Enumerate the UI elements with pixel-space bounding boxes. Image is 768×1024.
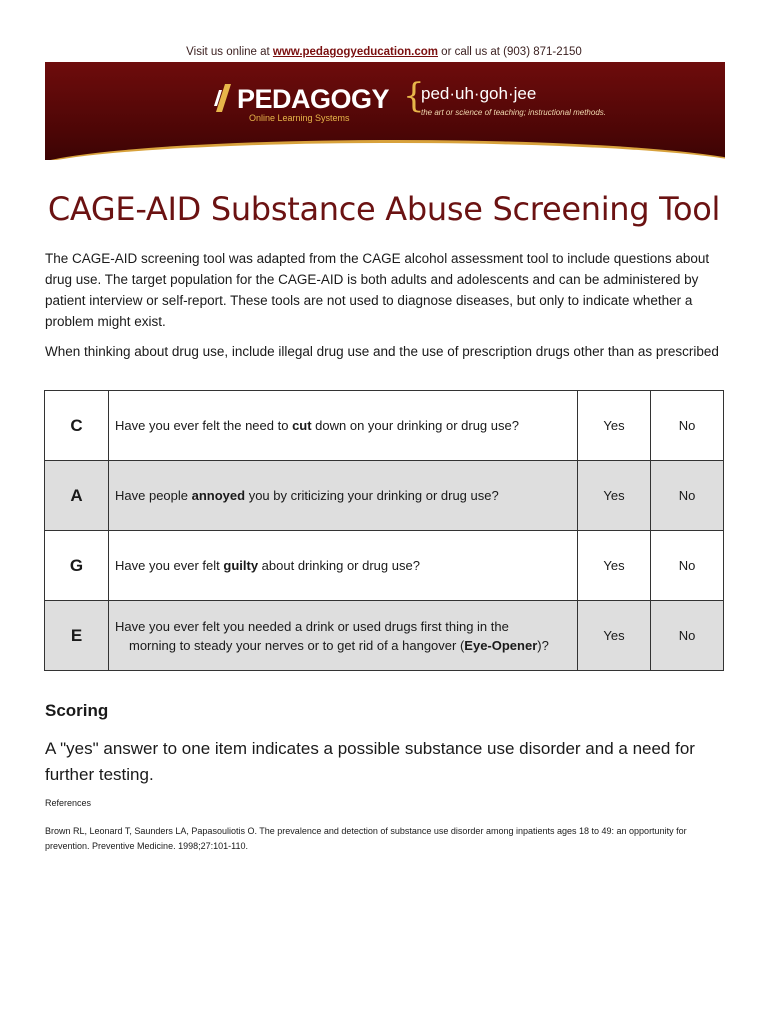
table-row (45, 601, 724, 671)
scoring-text: A "yes" answer to one item indicates a possible substance use disorder and a need for further testing. (45, 739, 695, 784)
table-row (45, 461, 724, 531)
logo-subtitle: Online Learning Systems (249, 113, 350, 123)
website-link[interactable]: www.pedagogyeducation.com (272, 46, 438, 58)
no-option[interactable]: No (651, 461, 724, 531)
definition-text: the art or science of teaching; instructional methods. (421, 108, 606, 117)
logo-brand: PEDAGOGY (237, 84, 390, 114)
table-row (45, 391, 724, 461)
pronunciation: ped·uh·goh·jee (421, 84, 537, 103)
row-letter: C (45, 391, 109, 461)
row-letter: E (45, 601, 109, 671)
header-banner (45, 62, 725, 160)
question-text: Have people annoyed you by criticizing your drinking or drug use? (109, 461, 578, 531)
scoring-heading: Scoring (45, 701, 109, 720)
question-text: Have you ever felt guilty about drinking or drug use? (109, 531, 578, 601)
table-row (45, 531, 724, 601)
brace-icon: { (403, 76, 425, 116)
page-title: CAGE-AID Substance Abuse Screening Tool (47, 190, 721, 228)
row-letter: G (45, 531, 109, 601)
row-letter: A (45, 461, 109, 531)
contact-suffix: or call us at (903) 871-2150 (437, 46, 582, 58)
intro-paragraph: The CAGE-AID screening tool was adapted from the CAGE alcohol assessment tool to include questions about drug use. The target population for the CAGE-AID is both adults and adolescents and can be administered by patient interview or self-report. These tools are not used to diagnose diseases, but only to indicate whether a problem might exist. (45, 251, 710, 329)
question-text: Have you ever felt you needed a drink or used drugs first thing in the morning to steady your nerves or to get rid of a hangover (Eye-Opener)? (109, 601, 578, 671)
yes-option[interactable]: Yes (578, 391, 651, 461)
reference-citation: Brown RL, Leonard T, Saunders LA, Papasouliotis O. The prevalence and detection of substance use disorder among inpatients ages 18 to 49: an opportunity for prevention. Preventive Medicine. 1998;27:101-110. (45, 826, 687, 851)
contact-line (0, 46, 768, 58)
references-heading: References (45, 798, 92, 808)
no-option[interactable]: No (651, 531, 724, 601)
drug-use-note: When thinking about drug use, include illegal drug use and the use of prescription drugs other than as prescribed (45, 344, 719, 359)
yes-option[interactable]: Yes (578, 461, 651, 531)
logo-mark-icon (213, 82, 233, 114)
banner-swoosh (45, 140, 725, 160)
question-text: Have you ever felt the need to cut down on your drinking or drug use? (109, 391, 578, 461)
no-option[interactable]: No (651, 391, 724, 461)
contact-prefix: Visit us online at (186, 46, 273, 58)
yes-option[interactable]: Yes (578, 531, 651, 601)
cage-question-table (44, 390, 724, 671)
no-option[interactable]: No (651, 601, 724, 671)
yes-option[interactable]: Yes (578, 601, 651, 671)
